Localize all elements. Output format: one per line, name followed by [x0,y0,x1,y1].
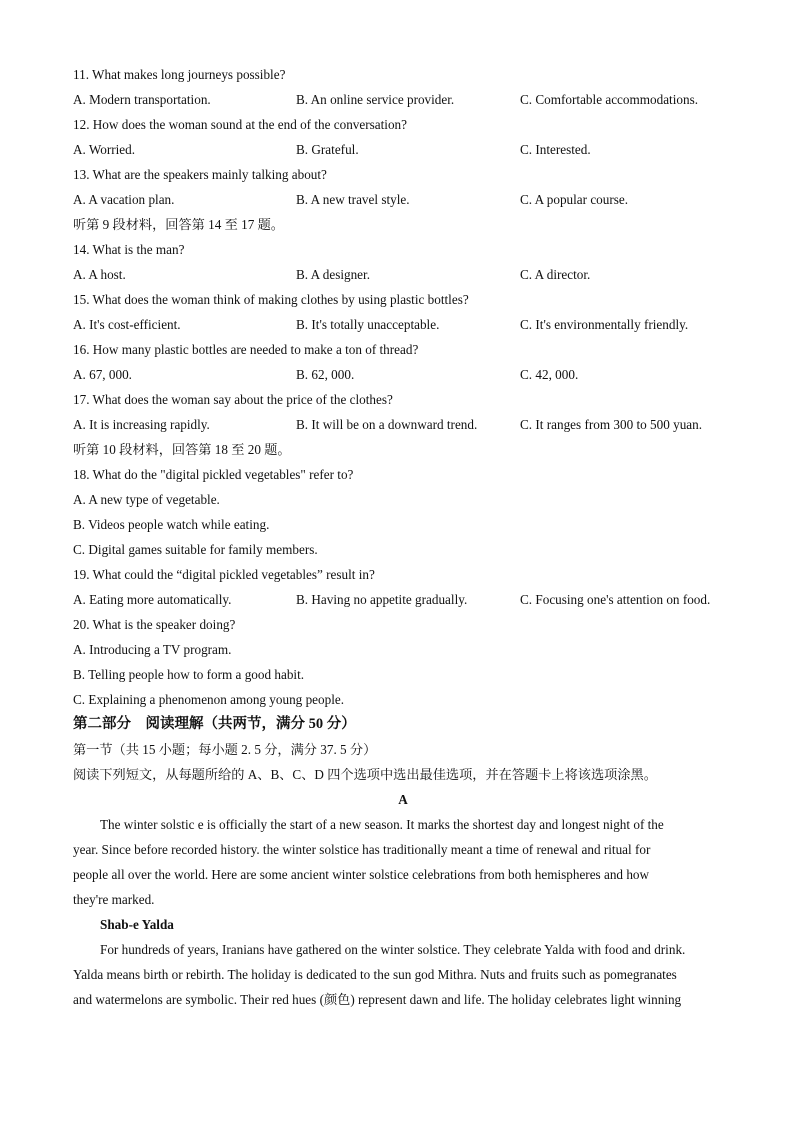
reading-instruction: 阅读下列短文，从每题所给的 A、B、C、D 四个选项中选出最佳选项，并在答题卡上将该选项涂黑。 [73,767,657,782]
section-instruction: 听第 9 段材料，回答第 14 至 17 题。 [73,217,284,232]
option-a: A. A vacation plan. [73,192,175,207]
question-stem: 14. What is the man? [73,242,185,257]
option-b: B. Telling people how to form a good habit. [73,667,305,682]
options-row [73,187,733,212]
option-b: B. Videos people watch while eating. [73,517,270,532]
option-a: A. 67, 000. [73,367,132,382]
paragraph-line: people all over the world. Here are some ancient winter solstice celebrations from both hemispheres and how [73,867,650,882]
part-title: 第二部分 阅读理解（共两节，满分 50 分） [73,716,356,732]
option-c: C. Comfortable accommodations. [520,92,698,107]
question-stem: 15. What does the woman think of making clothes by using plastic bottles? [73,292,469,307]
paragraph-line: and watermelons are symbolic. Their red hues (颜色) represent dawn and life. The holiday celebrates light winning [73,992,682,1007]
paragraph-line: The winter solstic e is officially the start of a new season. It marks the shortest day and longest night of the [100,817,664,832]
options-row [73,362,733,387]
paragraph-line: they're marked. [73,892,155,907]
options-row [73,137,733,162]
option-a: A. Introducing a TV program. [73,642,232,657]
section-instruction: 听第 10 段材料，回答第 18 至 20 题。 [73,442,291,457]
option-c: C. Focusing one's attention on food. [520,592,711,607]
option-b: B. A designer. [296,267,370,282]
exam-page [73,62,733,1012]
option-a: A. It's cost-efficient. [73,317,181,332]
paragraph [73,937,733,1012]
option-c: C. Interested. [520,142,591,157]
option-b: B. Grateful. [296,142,359,157]
paragraph [73,812,733,912]
question-stem: 11. What makes long journeys possible? [73,67,286,82]
paragraph-line: For hundreds of years, Iranians have gathered on the winter solstice. They celebrate Yalda with food and drink. [100,942,686,957]
passage-label: A [398,792,408,807]
section-title: 第一节（共 15 小题；每小题 2. 5 分，满分 37. 5 分） [73,742,377,757]
options-row [73,312,733,337]
paragraph-line: year. Since before recorded history. the winter solstice has traditionally meant a time of renewal and ritual for [73,842,651,857]
question-stem: 17. What does the woman say about the price of the clothes? [73,392,393,407]
option-a: A. Modern transportation. [73,92,211,107]
option-c: C. It ranges from 300 to 500 yuan. [520,417,703,432]
question-stem: 12. How does the woman sound at the end of the conversation? [73,117,408,132]
options-row [73,587,733,612]
option-c: C. A popular course. [520,192,629,207]
options-row [73,87,733,112]
paragraph-line: Yalda means birth or rebirth. The holiday is dedicated to the sun god Mithra. Nuts and fruits such as pomegranates [73,967,677,982]
option-b: B. It's totally unacceptable. [296,317,440,332]
option-a: A. A host. [73,267,126,282]
option-b: B. A new travel style. [296,192,410,207]
option-b: B. An online service provider. [296,92,455,107]
option-b: B. 62, 000. [296,367,355,382]
options-row [73,412,733,437]
question-stem: 13. What are the speakers mainly talking about? [73,167,327,182]
option-c: C. Digital games suitable for family members. [73,542,318,557]
question-stem: 16. How many plastic bottles are needed to make a ton of thread? [73,342,419,357]
option-a: A. A new type of vegetable. [73,492,220,507]
question-stem: 19. What could the “digital pickled vegetables” result in? [73,567,375,582]
option-a: A. It is increasing rapidly. [73,417,210,432]
option-c: C. A director. [520,267,591,282]
subheading: Shab-e Yalda [100,917,174,932]
question-stem: 20. What is the speaker doing? [73,617,236,632]
option-a: A. Eating more automatically. [73,592,232,607]
question-stem: 18. What do the "digital pickled vegetables" refer to? [73,467,354,482]
option-b: B. Having no appetite gradually. [296,592,468,607]
option-a: A. Worried. [73,142,136,157]
option-c: C. It's environmentally friendly. [520,317,689,332]
option-b: B. It will be on a downward trend. [296,417,478,432]
option-c: C. Explaining a phenomenon among young people. [73,692,345,707]
option-c: C. 42, 000. [520,367,579,382]
options-row [73,262,733,287]
